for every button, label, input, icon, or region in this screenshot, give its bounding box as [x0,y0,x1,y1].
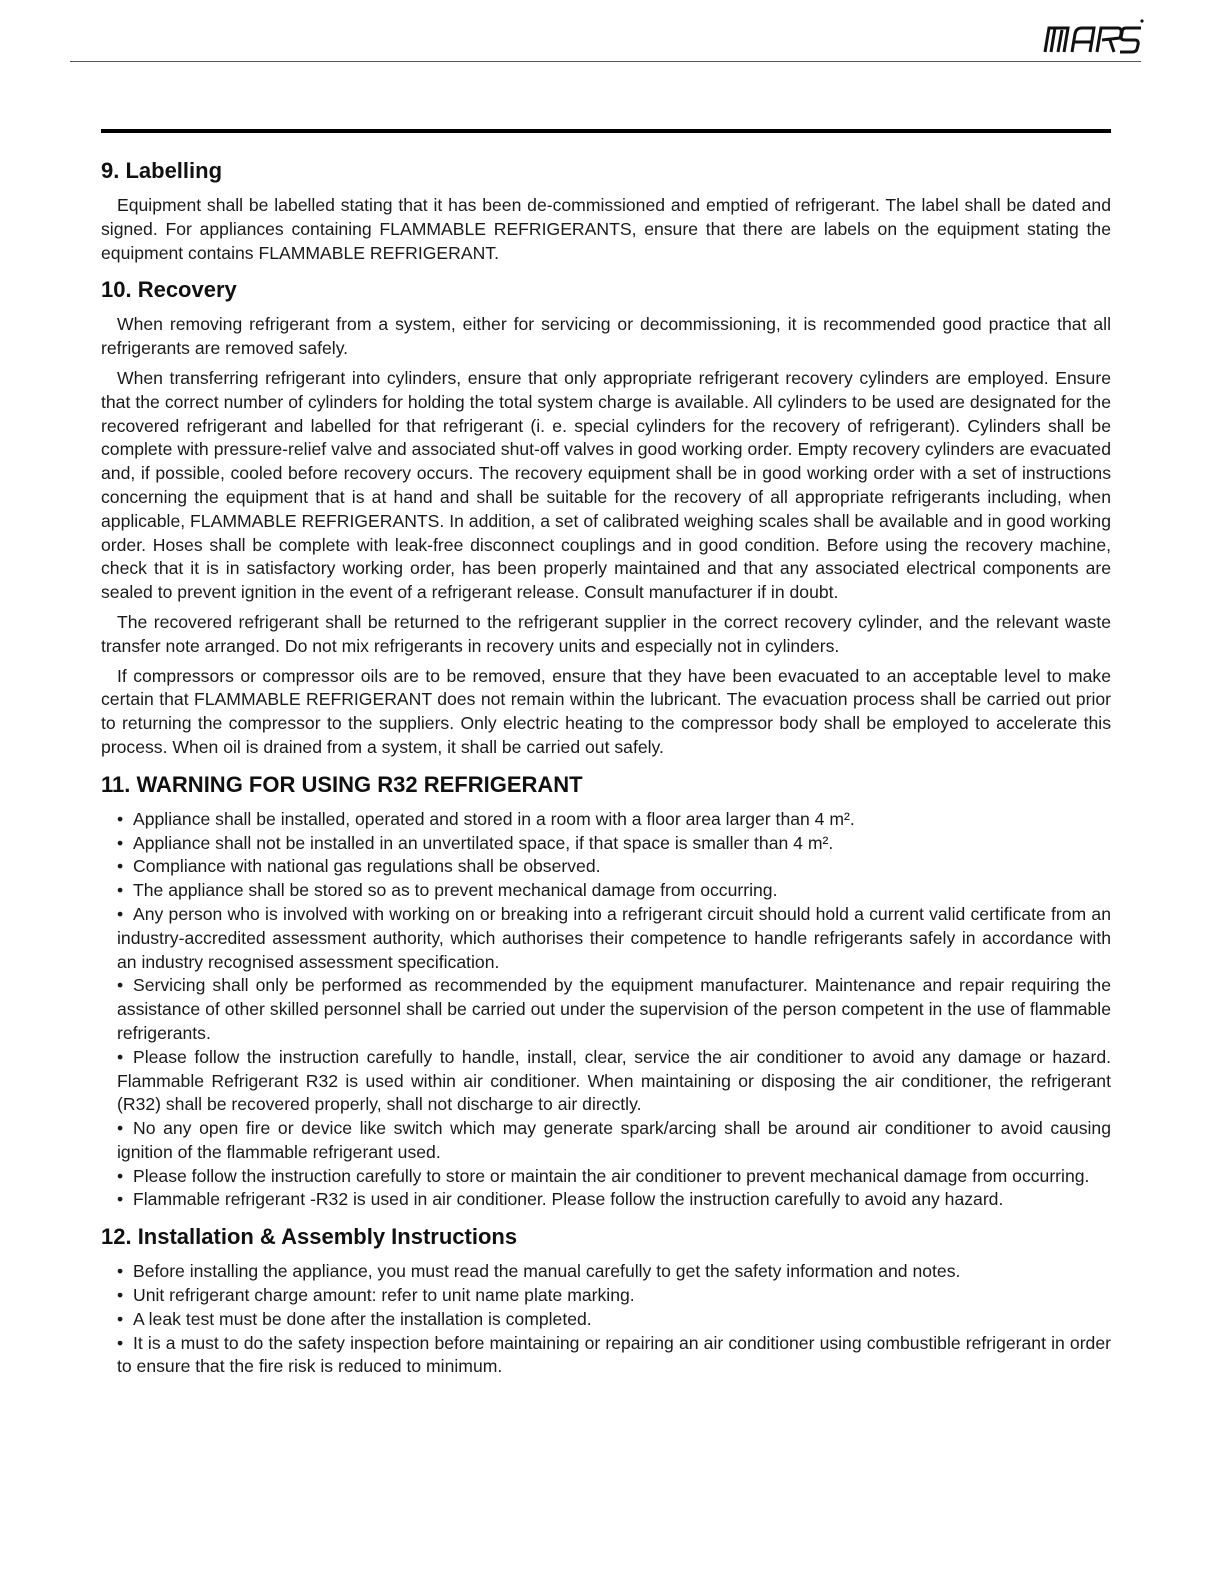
mars-logo-icon [1040,16,1146,60]
list-item [117,808,1111,832]
header-rule [70,61,1141,62]
section-heading: 11. WARNING FOR USING R32 REFRIGERANT [101,771,583,797]
section-10 [101,273,1111,759]
list-item-text: Compliance with national gas regulations shall be observed. [133,856,601,877]
bullet-list [101,808,1111,1213]
bullet-icon: • [117,1118,124,1139]
section-heading: 12. Installation & Assembly Instructions [101,1224,518,1250]
bullet-icon: • [117,1285,124,1306]
list-item-text: Any person who is involved with working on or breaking into a refrigerant circuit should hold a current valid certificate from an industry-accredited assessment authority, which authorises their competence to handle refrigerants safely in accordance with an industry recognised assessment specification. [117,903,1111,972]
bullet-list [101,1260,1111,1379]
bullet-icon: • [117,903,124,924]
list-item [117,1117,1111,1165]
list-item-text: Appliance shall be installed, operated and stored in a room with a floor area larger than 4 m². [133,808,855,829]
list-item-text: Flammable refrigerant -R32 is used in air conditioner. Please follow the instruction carefully to avoid any hazard. [133,1189,1004,1210]
list-item [117,1308,1111,1332]
brand-logo [1040,16,1146,60]
list-item [117,879,1111,903]
bullet-icon: • [117,1046,124,1067]
section-heading: 10. Recovery [101,277,237,303]
section-12 [101,1220,1111,1379]
list-item-text: Servicing shall only be performed as recommended by the equipment manufacturer. Maintenance and repair requiring the assistance of other skilled personnel shall be carried out under the supervision of the person competent in the use of flammable refrigerants. [117,975,1111,1043]
bullet-icon: • [117,832,124,853]
bullet-icon: • [117,808,124,829]
list-item-text: The appliance shall be stored so as to prevent mechanical damage from occurring. [133,880,778,901]
document-body [101,154,1111,1387]
list-item-text: Please follow the instruction carefully to handle, install, clear, service the air conditioner to avoid any damage or hazard. Flammable Refrigerant R32 is used within air conditioner. When maintaining or disposing the air conditioner, the refrigerant (R32) shall be recovered properly, shall not discharge to air directly. [117,1046,1111,1115]
list-item [117,1260,1111,1284]
list-item-text: No any open fire or device like switch which may generate spark/arcing shall be around air conditioner to avoid causing ignition of the flammable refrigerant used. [117,1118,1111,1162]
body-paragraph: When removing refrigerant from a system, either for servicing or decommissioning, it is recommended good practice that all refrigerants are removed safely. [101,314,1111,359]
list-item [117,1284,1111,1308]
bullet-icon: • [117,1332,124,1353]
bullet-icon: • [117,1165,124,1186]
bullet-icon: • [117,856,124,877]
bullet-icon: • [117,880,124,901]
list-item [117,903,1111,974]
list-item-text: It is a must to do the safety inspection before maintaining or repairing an air conditioner using combustible refrigerant in order to ensure that the fire risk is reduced to minimum. [117,1332,1111,1377]
section-9 [101,154,1111,265]
body-paragraph: When transferring refrigerant into cylinders, ensure that only appropriate refrigerant recovery cylinders are employed. Ensure that the correct number of cylinders for holding the total system charge is available. All cylinders to be used are designated for the recovered refrigerant and labelled for that refrigerant (i. e. special cylinders for the recovery of refrigerant). Cylinders shall be complete with pressure-relief valve and associated shut-off valves in good working order. Empty recovery cylinders are evacuated and, if possible, cooled before recovery occurs. The recovery equipment shall be in good working order with a set of instructions concerning the equipment that is at hand and shall be suitable for the recovery of all appropriate refrigerants including, when applicable, FLAMMABLE REFRIGERANTS. In addition, a set of calibrated weighing scales shall be available and in good working order. Hoses shall be complete with leak-free disconnect couplings and in good condition. Before using the recovery machine, check that it is in satisfactory working order, has been properly maintained and that any associated electrical components are sealed to prevent ignition in the event of a refrigerant release. Consult manufacturer if in doubt. [101,367,1111,603]
list-item-text: Unit refrigerant charge amount: refer to unit name plate marking. [133,1285,635,1306]
list-item-text: A leak test must be done after the installation is completed. [133,1308,592,1329]
bullet-icon: • [117,1308,124,1329]
section-divider [101,129,1111,133]
list-item-text: Appliance shall not be installed in an unvertilated space, if that space is smaller than 4 m². [133,832,834,853]
body-paragraph: If compressors or compressor oils are to be removed, ensure that they have been evacuated to an acceptable level to make certain that FLAMMABLE REFRIGERANT does not remain within the lubricant. The evacuation process shall be carried out prior to returning the compressor to the suppliers. Only electric heating to the compressor body shall be employed to accelerate this process. When oil is drained from a system, it shall be carried out safely. [101,665,1111,757]
list-item [117,855,1111,879]
list-item [117,832,1111,856]
section-heading: 9. Labelling [101,158,223,183]
bullet-icon: • [117,1261,124,1282]
list-item [117,1046,1111,1117]
list-item [117,1332,1111,1380]
list-item-text: Please follow the instruction carefully to store or maintain the air conditioner to prevent mechanical damage from occurring. [133,1165,1090,1186]
list-item-text: Before installing the appliance, you must read the manual carefully to get the safety information and notes. [133,1261,961,1282]
list-item [117,1165,1111,1189]
body-paragraph: Equipment shall be labelled stating that it has been de-commissioned and emptied of refrigerant. The label shall be dated and signed. For appliances containing FLAMMABLE REFRIGERANTS, ensure that there are labels on the equipment stating the equipment contains FLAMMABLE REFRIGERANT. [101,195,1111,263]
body-paragraph: The recovered refrigerant shall be returned to the refrigerant supplier in the correct recovery cylinder, and the relevant waste transfer note arranged. Do not mix refrigerants in recovery units and especially not in cylinders. [101,611,1111,656]
section-11 [101,768,1111,1213]
bullet-icon: • [117,975,124,996]
list-item [117,1188,1111,1212]
bullet-icon: • [117,1189,124,1210]
list-item [117,974,1111,1045]
